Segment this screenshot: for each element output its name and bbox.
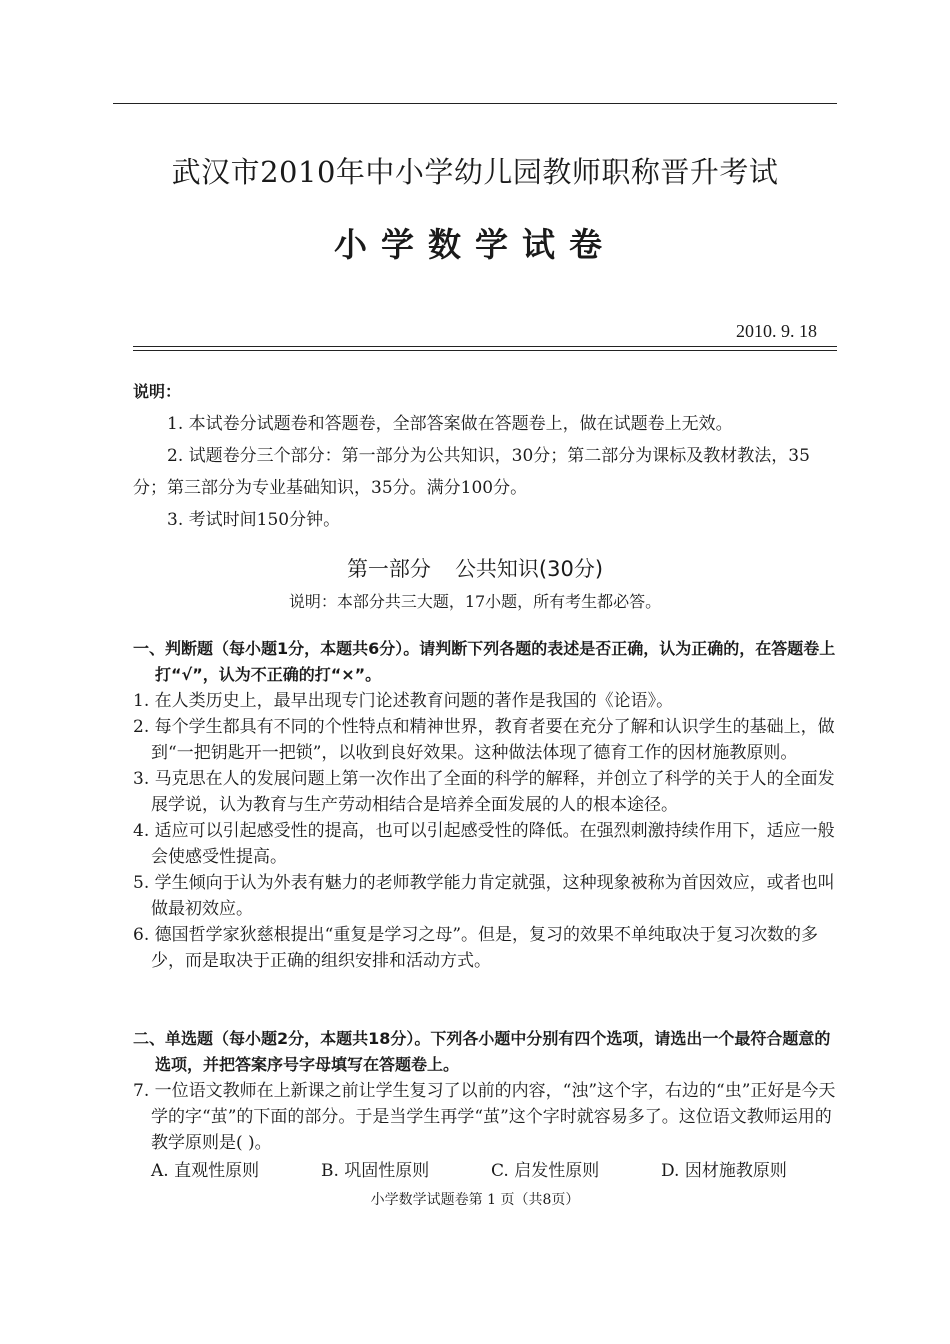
- option-c: C. 启发性原则: [491, 1161, 600, 1181]
- part-description: 说明：本部分共三大题，17小题，所有考生都必答。: [288, 592, 662, 611]
- section-single-choice: [133, 1026, 843, 1184]
- question-item: 6. 德国哲学家狄慈根提出“重复是学习之母”。但是，复习的效果不单纯取决于复习次数的多少，而是取决于正确的组织安排和活动方式。: [133, 925, 819, 971]
- answer-options: [133, 1158, 843, 1184]
- instruction-item: 3. 考试时间150分钟。: [167, 510, 341, 530]
- section-true-false: [133, 636, 843, 974]
- part-title: [0, 553, 950, 583]
- page-footer: 小学数学试题卷第 1 页（共8页）: [370, 1192, 580, 1208]
- question-item: 3. 马克思在人的发展问题上第一次作出了全面的科学的解释，并创立了科学的关于人的全面发展学说，认为教育与生产劳动相结合是培养全面发展的人的根本途径。: [133, 769, 835, 815]
- question-item: 2. 每个学生都具有不同的个性特点和精神世界，教育者要在充分了解和认识学生的基础上，做到“一把钥匙开一把锁”，以收到良好效果。这种做法体现了德育工作的因材施教原则。: [133, 717, 835, 763]
- option-a: A. 直观性原则: [151, 1161, 260, 1181]
- paper-title: 小学数学试卷: [334, 225, 616, 264]
- instructions-heading: 说明：: [133, 382, 182, 401]
- exam-title: 武汉市2010年中小学幼儿园教师职称晋升考试: [171, 155, 779, 189]
- instruction-item: 1. 本试卷分试题卷和答题卷，全部答案做在答题卷上，做在试题卷上无效。: [167, 414, 733, 434]
- question-item: 4. 适应可以引起感受性的提高，也可以引起感受性的降低。在强烈刺激持续作用下，适应一般会使感受性提高。: [133, 821, 835, 867]
- option-d: D. 因材施教原则: [661, 1161, 787, 1181]
- question-item: 7. 一位语文教师在上新课之前让学生复习了以前的内容，“浊”这个字，右边的“虫”正好是今天学的字“茧”的下面的部分。于是当学生再学“茧”这个字时就容易多了。这位语文教师运用的教学原则是( )。: [133, 1081, 836, 1153]
- instruction-item: 2. 试题卷分三个部分：第一部分为公共知识，30分；第二部分为课标及教材教法，35分；第三部分为专业基础知识，35分。满分100分。: [133, 446, 810, 498]
- option-b: B. 巩固性原则: [321, 1161, 430, 1181]
- instructions-block: [133, 376, 843, 536]
- section-heading: 一、判断题（每小题1分，本题共6分）。请判断下列各题的表述是否正确，认为正确的，在答题卷上打“√”，认为不正确的打“×”。: [133, 639, 836, 684]
- question-item: 1. 在人类历史上，最早出现专门论述教育问题的著作是我国的《论语》。: [133, 691, 674, 711]
- double-rule: [133, 346, 837, 351]
- part-title-name: 公共知识(30分): [454, 557, 604, 581]
- part-title-number: 第一部分: [346, 557, 431, 581]
- exam-date: 2010. 9. 18: [736, 321, 817, 341]
- question-item: 5. 学生倾向于认为外表有魅力的老师教学能力肯定就强，这种现象被称为首因效应，或者也叫做最初效应。: [133, 873, 835, 919]
- top-rule: [113, 103, 837, 104]
- section-heading: 二、单选题（每小题2分，本题共18分）。下列各小题中分别有四个选项，请选出一个最符合题意的选项，并把答案序号字母填写在答题卷上。: [133, 1029, 831, 1074]
